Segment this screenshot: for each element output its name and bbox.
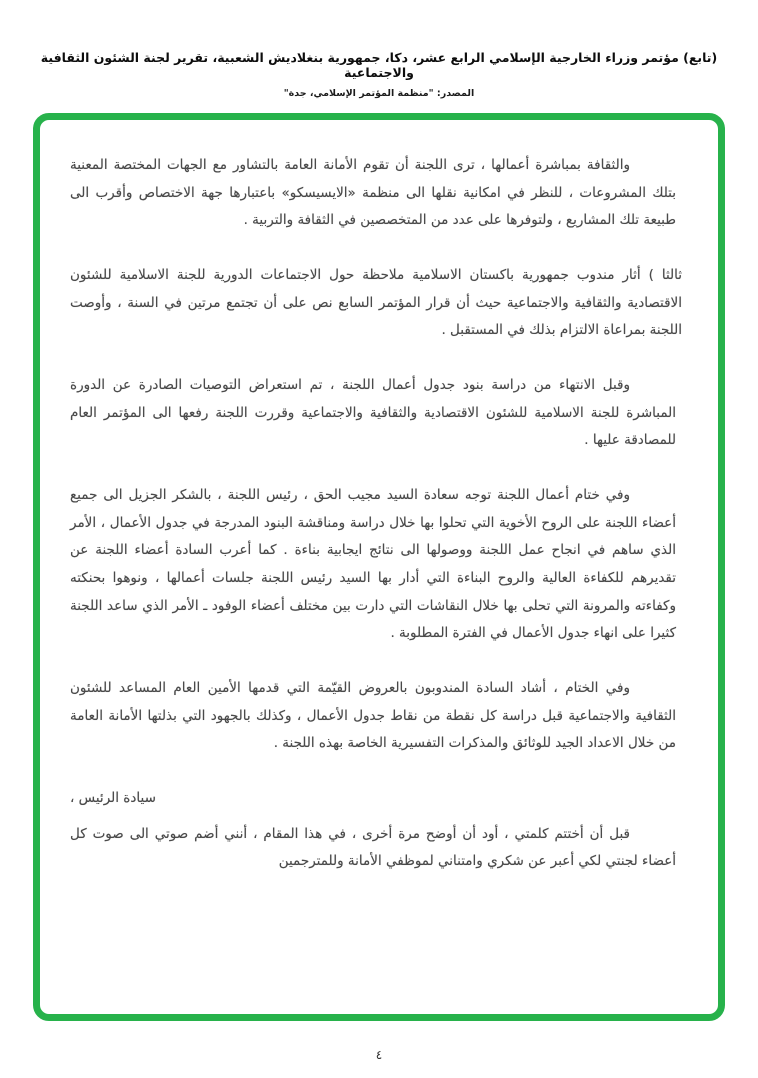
- scan-text-block: [70, 152, 682, 876]
- paragraph: وفي ختام أعمال اللجنة توجه سعادة السيد مجيب الحق ، رئيس اللجنة ، بالشكر الجزيل الى جميع أعضاء اللجنة على الروح الأخوية التي تحلوا بها خلال دراسة ومناقشة البنود المدرجة في جدول الأعمال ، الأمر الذي ساهم في انجاح عمل اللجنة ووصولها الى نتائج ايجابية بناءة . كما أعرب السادة أعضاء اللجنة عن تقديرهم للكفاءة العالية والروح البناءة التي أدار بها السيد رئيس اللجنة جلسات أعمالها ، ونوهوا بحنكته وكفاءته والمرونة التي تحلى بها خلال النقاشات التي دارت بين مختلف أعضاء الوفود ـ الأمر الذي ساعد اللجنة كثيرا على انهاء جدول الأعمال في الفترة المطلوبة .: [70, 487, 676, 642]
- scan-border-frame: [33, 113, 725, 1021]
- paragraph: ثالثا ) أثار مندوب جمهورية باكستان الاسلامية ملاحظة حول الاجتماعات الدورية للجنة الاسلامية للشئون الاقتصادية والثقافية والاجتماعية حيث أن قرار المؤتمر السابع نص على أن تجتمع مرتين في السنة ، وأوصت اللجنة بمراعاة الالتزام بذلك في المستقبل .: [70, 267, 682, 339]
- document-header: [20, 50, 738, 99]
- header-title: (تابع) مؤتمر وزراء الخارجية الإسلامي الرابع عشر، دكا، جمهورية بنغلاديش الشعبية، تقرير لجنة الشئون الثقافية والاجتماعية: [40, 50, 718, 80]
- paragraph: وفي الختام ، أشاد السادة المندوبون بالعروض القيّمة التي قدمها الأمين العام المساعد للشئون الثقافية والاجتماعية قبل دراسة كل نقطة من نقاط جدول الأعمال ، وكذلك بالجهود التي بذلتها الأمانة العامة من خلال الاعداد الجيد للوثائق والمذكرات التفسيرية الخاصة بهذه اللجنة .: [70, 680, 676, 752]
- page-number: ٤: [375, 1048, 383, 1062]
- header-source: المصدر: "منظمة المؤتمر الإسلامي، جدة": [283, 88, 475, 99]
- paragraph: والثقافة بمباشرة أعمالها ، ترى اللجنة أن تقوم الأمانة العامة بالتشاور مع الجهات المختصة المعنية بتلك المشروعات ، للنظر في امكانية نقلها الى منظمة «الايسيسكو» باعتبارها جهة الاختصاص وأقرب الى طبيعة تلك المشاريع ، ولتوفرها على عدد من المتخصصين في الثقافة والتربية .: [70, 157, 676, 229]
- paragraph: وقبل الانتهاء من دراسة بنود جدول أعمال اللجنة ، تم استعراض التوصيات الصادرة عن الدورة المباشرة للجنة الاسلامية للشئون الاقتصادية والثقافية والاجتماعية وقررت اللجنة رفعها الى المؤتمر العام للمصادقة عليها .: [70, 377, 676, 449]
- closing-paragraph: قبل أن أختتم كلمتي ، أود أن أوضح مرة أخرى ، في هذا المقام ، أنني أضم صوتي الى صوت كل أعضاء لجنتي لكي أعبر عن شكري وامتناني لموظفي الأمانة وللمترجمين: [70, 825, 676, 870]
- salutation-line: سيادة الرئيس ،: [70, 790, 156, 807]
